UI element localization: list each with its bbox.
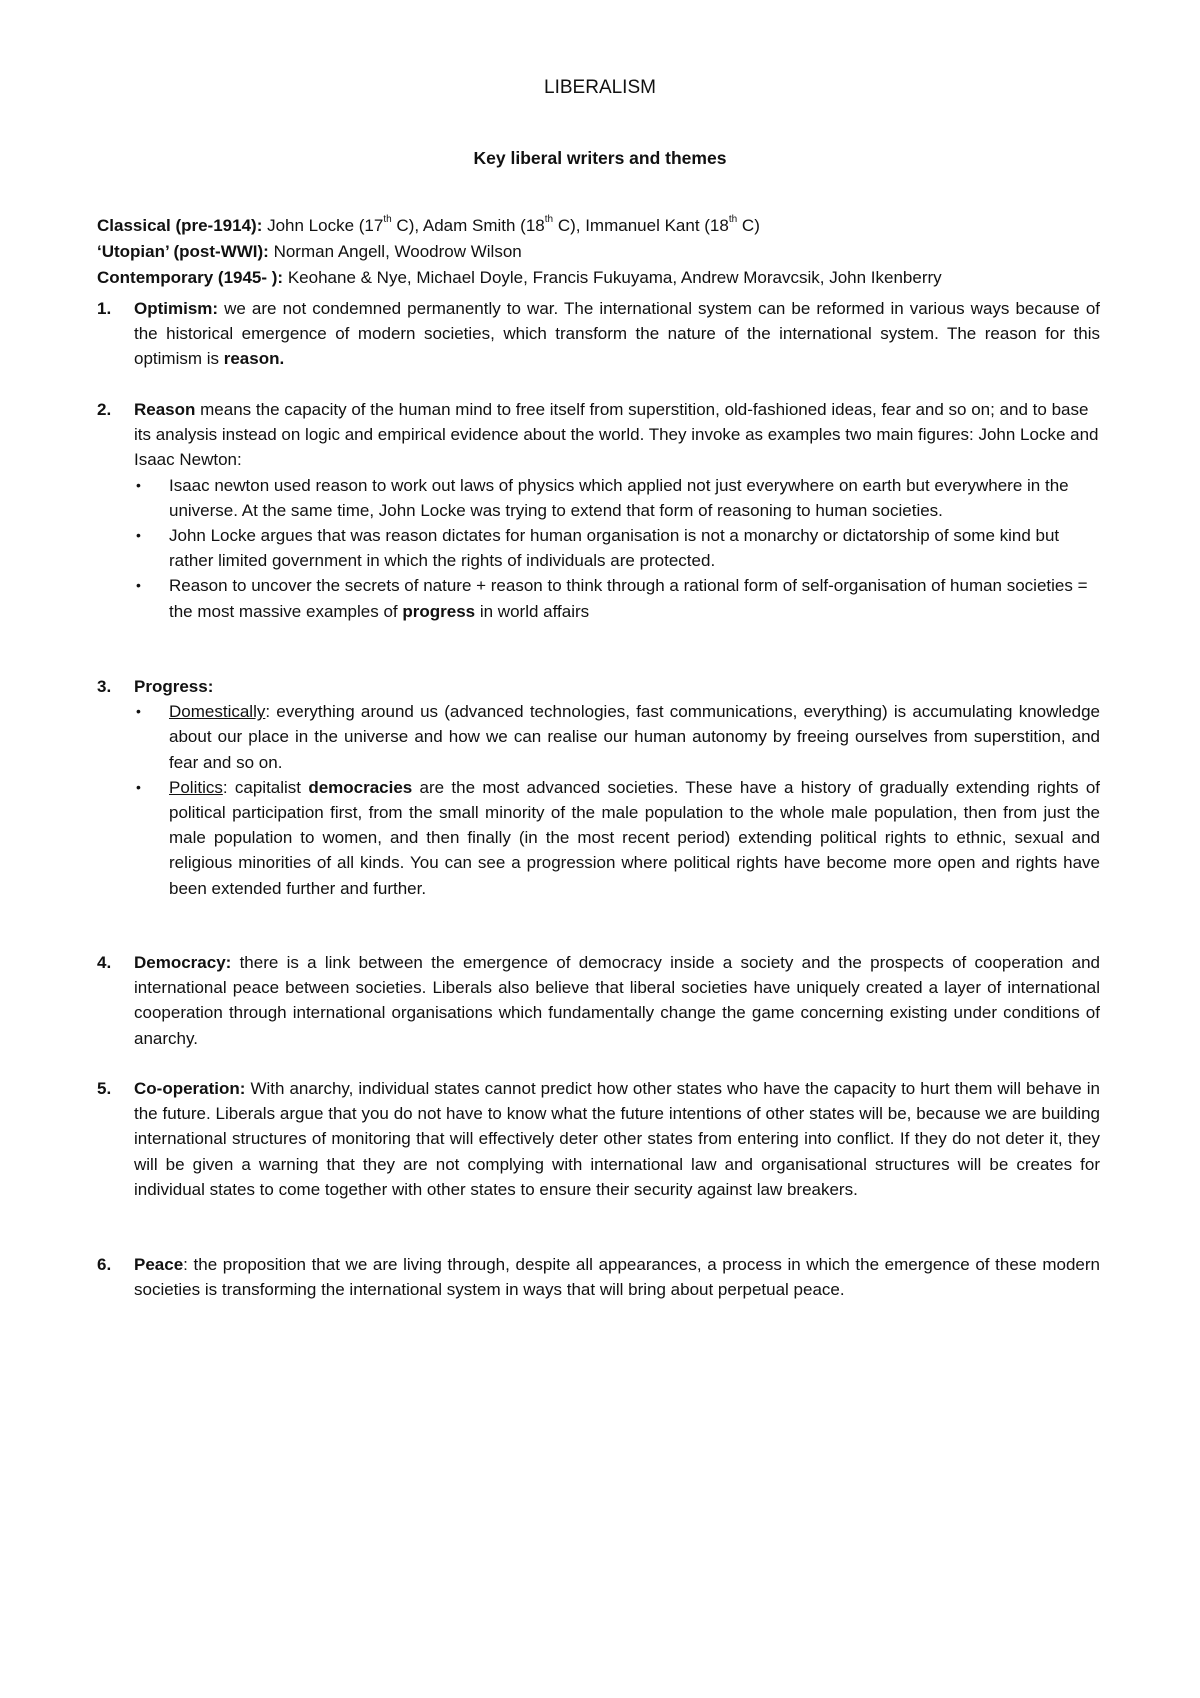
list-item-label: Domestically [169, 702, 266, 722]
section-body [134, 296, 1100, 372]
bullet-icon: • [136, 527, 141, 544]
section-cooperation [97, 1076, 1100, 1202]
list-item-text-end: in world affairs [475, 601, 590, 621]
section-text: means the capacity of the human mind to free itself from superstition, old-fashioned ideas, fear and so on; and to base its analysis instead on logic and empirical evidence about the world. They invoke as examples two main figures: John Locke and Isaac Newton: [134, 400, 1099, 470]
list-item-text: Isaac newton used reason to work out laws of physics which applied not just everywhere on earth but everywhere in the universe. At the same time, John Locke was trying to extend that form of reasoning to human societies. [169, 475, 1069, 520]
section-reason [97, 397, 1100, 624]
writers-classical [97, 213, 1107, 239]
bullet-icon: • [136, 577, 141, 594]
section-body [134, 950, 1100, 1051]
section-intro [134, 397, 1100, 473]
section-text: : the proposition that we are living through, despite all appearances, a process in which the emergence of these modern societies is transforming the international system in ways that will bring about perpetual peace. [134, 1255, 1100, 1300]
writers-classical-locke: John Locke (17 [262, 216, 384, 235]
list-item [134, 699, 1100, 775]
section-text: we are not condemned permanently to war. The international system can be reformed in various ways because of the historical emergence of modern societies, which transform the nature of the international system. The reason for this optimism is [134, 299, 1100, 369]
section-body [134, 397, 1100, 624]
writers-classical-kant-sup: th [728, 214, 738, 226]
list-item [134, 573, 1100, 623]
list-item [134, 775, 1100, 901]
section-emphasis: reason. [223, 349, 285, 369]
section-number: 5. [97, 1079, 112, 1098]
section-intro [134, 674, 1100, 699]
writers-classical-locke-sup: th [383, 214, 392, 226]
section-democracy [97, 950, 1100, 1051]
list-item-text: Reason to uncover the secrets of nature + reason to think through a rational form of self-organisation of human societies = the most massive examples of [169, 576, 1088, 621]
section-number: 1. [97, 299, 112, 318]
bullet-icon: • [136, 778, 141, 795]
section-term: Optimism: [134, 299, 219, 318]
bullet-icon: • [136, 703, 141, 720]
document-title: LIBERALISM [544, 77, 656, 98]
document-subtitle: Key liberal writers and themes [473, 148, 727, 168]
list-item [134, 523, 1100, 573]
progress-bullet-list [134, 699, 1100, 901]
writers-contemporary-text: Keohane & Nye, Michael Doyle, Francis Fukuyama, Andrew Moravcsik, John Ikenberry [283, 268, 942, 287]
list-item-emphasis: progress [402, 601, 476, 621]
bullet-icon: • [136, 476, 141, 493]
writers-classical-end: C) [737, 216, 760, 235]
writers-classical-kant: C), Immanuel Kant (18 [553, 216, 729, 235]
writers-classical-smith-sup: th [544, 214, 554, 226]
section-progress [97, 674, 1100, 901]
section-body [134, 674, 1100, 901]
list-item-label: Politics [169, 777, 223, 797]
writers-classical-label: Classical (pre-1914): [97, 216, 263, 235]
section-optimism [97, 296, 1100, 372]
list-item-emphasis: democracies [308, 777, 413, 797]
writers-contemporary-label: Contemporary (1945- ): [97, 268, 284, 287]
section-text: there is a link between the emergence of democracy inside a society and the prospects of cooperation and international peace between societies. Liberals also believe that liberal societies have uniquely created a layer of international cooperation through international organisations which fundamentally change the game concerning existing under conditions of anarchy. [134, 953, 1100, 1048]
section-text: With anarchy, individual states cannot predict how other states who have the capacity to hurt them will behave in the future. Liberals argue that you do not have to know what the future intentions of other states will be, because we are building international structures of monitoring that will effectively deter other states from entering into conflict. If they do not deter it, they will be given a warning that they are not complying with international law and organisational structures will be creates for individual states to come together with other states to ensure their security against law breakers. [134, 1079, 1100, 1199]
writers-utopian-label: ‘Utopian’ (post-WWI): [97, 242, 269, 261]
list-item-text: John Locke argues that was reason dictates for human organisation is not a monarchy or dictatorship of some kind but rather limited government in which the rights of individuals are protected. [169, 526, 1060, 571]
section-body [134, 1252, 1100, 1302]
section-peace [97, 1252, 1100, 1302]
section-term: Reason [134, 400, 196, 419]
list-item-text: : everything around us (advanced technologies, fast communications, everything) is accumulating knowledge about our place in the universe and how we can realise our human autonomy by freeing ourselves from superstition, and fear and so on. [169, 702, 1100, 772]
list-item-text: : capitalist [222, 777, 309, 797]
writers-classical-smith: C), Adam Smith (18 [391, 216, 545, 235]
list-item-text-end: are the most advanced societies. These have a history of gradually extending rights of political participation first, from the small minority of the male population to the whole male population, then from just the male population to women, and then finally (in the most recent period) extending political rights to ethnic, sexual and religious minorities of all kinds. You can see a progression where political rights have become more open and rights have been extended further and further. [169, 777, 1100, 898]
section-number: 2. [97, 400, 112, 419]
writers-contemporary [97, 265, 1107, 291]
writers-list [97, 213, 1107, 291]
reason-bullet-list [134, 473, 1100, 624]
section-body [134, 1076, 1100, 1202]
section-term: Progress: [134, 677, 214, 696]
section-number: 3. [97, 677, 112, 696]
section-term: Peace [134, 1255, 184, 1274]
section-number: 4. [97, 953, 112, 972]
writers-utopian-text: Norman Angell, Woodrow Wilson [268, 242, 522, 261]
section-number: 6. [97, 1255, 112, 1274]
section-term: Co-operation: [134, 1079, 246, 1098]
section-term: Democracy: [134, 953, 232, 972]
writers-utopian [97, 239, 1107, 265]
list-item [134, 473, 1100, 523]
